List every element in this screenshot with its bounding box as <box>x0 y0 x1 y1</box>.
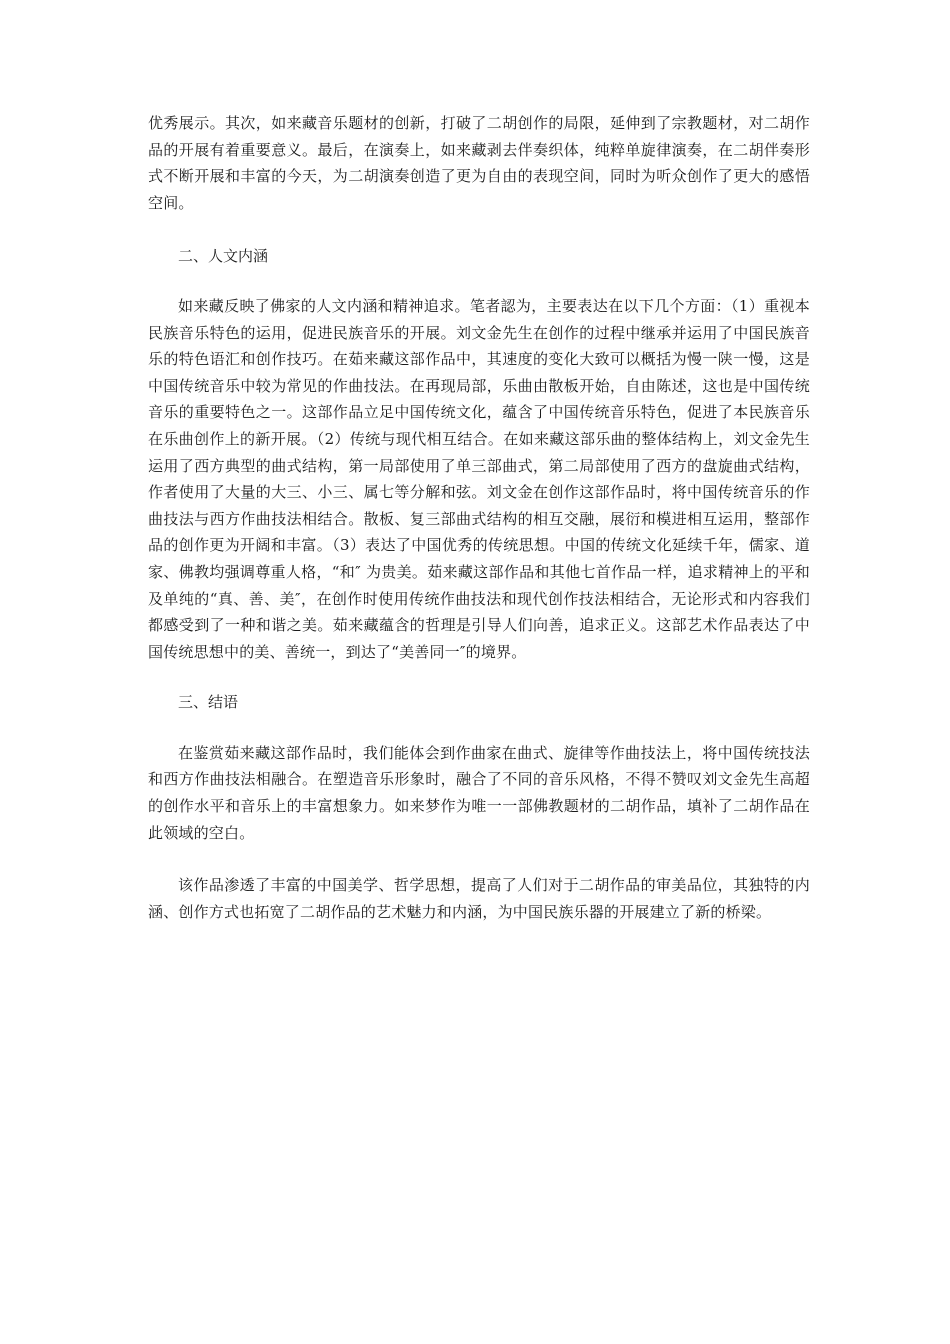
section-heading-humanities: 二、人文内涵 <box>178 247 269 266</box>
section-heading-conclusion: 三、结语 <box>178 693 239 712</box>
paragraph-conclusion-1: 在鉴赏茹来藏这部作品时，我们能体会到作曲家在曲式、旋律等作曲技法上，将中国传统技法和西方作曲技法相融合。在塑造音乐形象时，融合了不同的音乐风格，不得不赞叹刘文金先生高超的创作水平和音乐上的丰富想象力。如来梦作为唯一一部佛教题材的二胡作品，填补了二胡作品在此领域的空白。 <box>148 743 810 842</box>
paragraph-humanities: 如来藏反映了佛家的人文内涵和精神追求。笔者認为，主要表达在以下几个方面：（1）重视本民族音乐特色的运用，促进民族音乐的开展。刘文金先生在创作的过程中继承并运用了中国民族音乐的特色语汇和创作技巧。在茹来藏这部作品中，其速度的变化大致可以概括为慢一陕一慢，这是中国传统音乐中较为常见的作曲技法。在再现局部，乐曲由散板开始，自由陈述，这也是中国传统音乐的重要特色之一。这部作品立足中国传统文化，蕴含了中国传统音乐特色，促进了本民族音乐在乐曲创作上的新开展。（2）传统与现代相互结合。在如来藏这部乐曲的整体结构上，刘文金先生运用了西方典型的曲式结构，第一局部使用了单三部曲式，第二局部使用了西方的盘旋曲式结构，作者使用了大量的大三、小三、属七等分解和弦。刘文金在创作这部作品时，将中国传统音乐的作曲技法与西方作曲技法相结合。散板、复三部曲式结构的相互交融，展衍和模进相互运用，整部作品的创作更为开阔和丰富。（3）表达了中国优秀的传统思想。中国的传统文化延续千年，儒家、道家、佛教均强调尊重人格，“和″ 为贵美。茹来藏这部作品和其他七首作品一样，追求精神上的平和及单纯的“真、善、美″，在创作时使用传统作曲技法和现代创作技法相结合，无论形式和内容我们都感受到了一种和谐之美。茹来藏蕴含的哲理是引导人们向善，追求正义。这部艺术作品表达了中国传统思想中的美、善统一，到达了“美善同一″的境界。 <box>148 296 810 661</box>
document-page <box>148 110 810 925</box>
paragraph-conclusion-2: 该作品渗透了丰富的中国美学、哲学思想，提高了人们对于二胡作品的审美品位，其独特的内涵、创作方式也拓宽了二胡作品的艺术魅力和内涵，为中国民族乐器的开展建立了新的桥梁。 <box>148 876 810 921</box>
paragraph-intro-continuation: 优秀展示。其次，如来藏音乐题材的创新，打破了二胡创作的局限，延伸到了宗教题材，对二胡作品的开展有着重要意义。最后，在演奏上，如来藏剥去伴奏织体，纯粹单旋律演奏，在二胡伴奏形式不断开展和丰富的今天，为二胡演奏创造了更为自由的表现空间，同时为听众创作了更大的感悟空间。 <box>148 114 810 212</box>
